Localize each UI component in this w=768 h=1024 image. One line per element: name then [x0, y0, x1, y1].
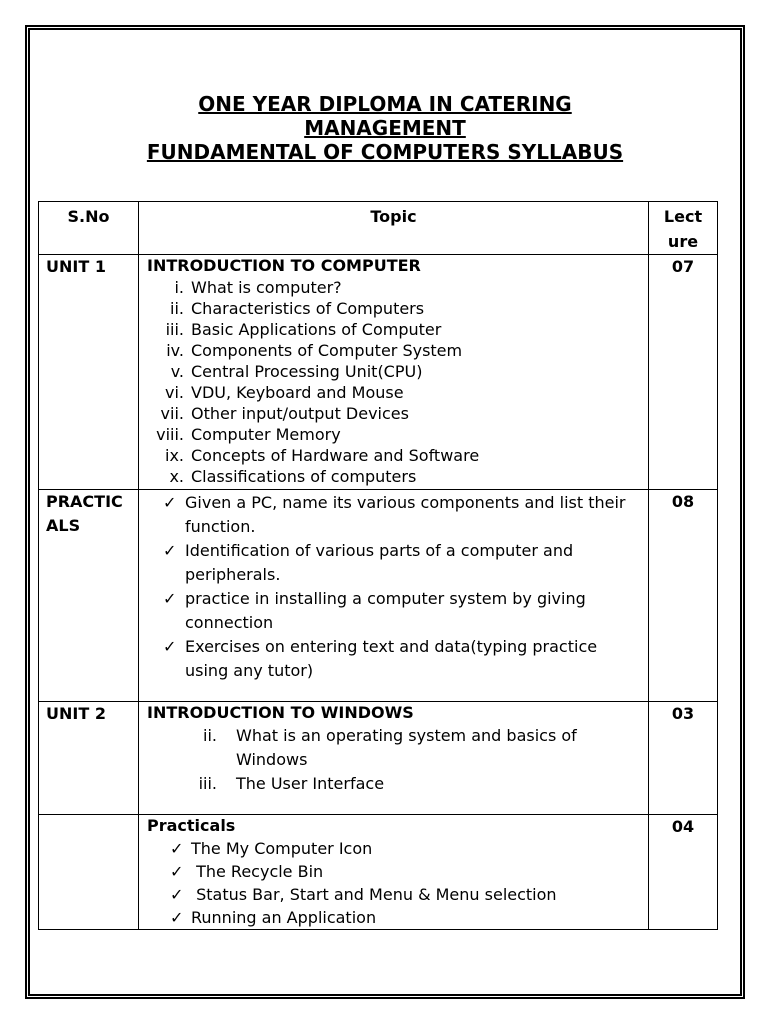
item-text: Computer Memory: [191, 425, 341, 444]
list-item: [139, 340, 648, 361]
row-topic: [139, 815, 649, 930]
practical-list: [139, 837, 648, 929]
item-number: iii.: [165, 320, 184, 339]
unit-heading: INTRODUCTION TO WINDOWS: [147, 703, 414, 722]
check-icon: ✓: [170, 908, 184, 927]
title-line-3: FUNDAMENTAL OF COMPUTERS SYLLABUS: [146, 140, 624, 164]
check-icon: ✓: [170, 839, 184, 858]
list-item: [139, 860, 648, 883]
topic-list: [139, 277, 648, 487]
item-text: Given a PC, name its various components and list their function.: [185, 493, 626, 536]
item-text: practice in installing a computer system by giving connection: [185, 589, 586, 632]
item-number: i.: [174, 278, 184, 297]
check-icon: ✓: [170, 862, 184, 881]
item-text: Concepts of Hardware and Software: [191, 446, 480, 465]
list-item: [139, 319, 648, 340]
unit-heading: INTRODUCTION TO COMPUTER: [147, 256, 421, 275]
check-icon: ✓: [163, 589, 177, 608]
check-icon: ✓: [163, 637, 177, 656]
list-item: [139, 382, 648, 403]
row-sno: UNIT 1: [39, 255, 139, 490]
item-number: x.: [169, 467, 184, 486]
row-lecture: 03: [649, 702, 718, 815]
list-item: [139, 424, 648, 445]
item-text: Components of Computer System: [191, 341, 463, 360]
item-text: Status Bar, Start and Menu & Menu selection: [191, 885, 557, 904]
item-number: vi.: [165, 383, 184, 402]
list-item: [139, 277, 648, 298]
document-title: [30, 92, 740, 164]
list-item: [139, 837, 648, 860]
item-number: iv.: [166, 341, 184, 360]
item-number: ii.: [203, 726, 217, 745]
list-item: [139, 883, 648, 906]
practicals-heading: Practicals: [147, 816, 236, 835]
item-text: Identification of various parts of a computer and peripherals.: [185, 541, 574, 584]
item-text: Other input/output Devices: [191, 404, 409, 423]
row-topic: [139, 702, 649, 815]
item-text: Basic Applications of Computer: [191, 320, 442, 339]
header-lecture: Lect ure: [649, 202, 718, 255]
list-item: [139, 772, 648, 796]
item-text: Central Processing Unit(CPU): [191, 362, 423, 381]
item-text: Characteristics of Computers: [191, 299, 425, 318]
row-topic: [139, 490, 649, 702]
table-row: [39, 702, 718, 815]
list-item: [139, 445, 648, 466]
topic-list: [139, 724, 648, 796]
check-icon: ✓: [163, 493, 177, 512]
table-header-row: [39, 202, 718, 255]
list-item: [139, 906, 648, 929]
table-row: [39, 490, 718, 702]
row-sno: [39, 815, 139, 930]
item-text: The Recycle Bin: [191, 862, 324, 881]
table-row: [39, 255, 718, 490]
list-item: [139, 587, 648, 635]
title-line-2: MANAGEMENT: [304, 116, 466, 140]
item-number: ii.: [170, 299, 184, 318]
row-lecture: 08: [649, 490, 718, 702]
item-text: Running an Application: [191, 908, 377, 927]
row-sno: PRACTIC ALS: [39, 490, 139, 702]
item-text: The User Interface: [236, 774, 385, 793]
check-icon: ✓: [163, 541, 177, 560]
list-item: [139, 491, 648, 539]
row-sno: UNIT 2: [39, 702, 139, 815]
title-line-1: ONE YEAR DIPLOMA IN CATERING: [198, 92, 572, 116]
item-text: The My Computer Icon: [191, 839, 373, 858]
list-item: [139, 361, 648, 382]
header-topic: Topic: [139, 202, 649, 255]
list-item: [139, 466, 648, 487]
syllabus-table: [38, 201, 718, 930]
row-topic: [139, 255, 649, 490]
row-lecture: 07: [649, 255, 718, 490]
item-number: v.: [170, 362, 184, 381]
table-row: [39, 815, 718, 930]
item-text: VDU, Keyboard and Mouse: [191, 383, 404, 402]
list-item: [139, 539, 648, 587]
list-item: [139, 403, 648, 424]
item-text: Classifications of computers: [191, 467, 417, 486]
list-item: [139, 635, 648, 683]
header-sno: S.No: [39, 202, 139, 255]
row-lecture: 04: [649, 815, 718, 930]
check-icon: ✓: [170, 885, 184, 904]
item-number: ix.: [165, 446, 184, 465]
item-text: What is an operating system and basics of Windows: [236, 726, 577, 769]
item-number: viii.: [156, 425, 184, 444]
item-text: Exercises on entering text and data(typing practice using any tutor): [185, 637, 598, 680]
item-text: What is computer?: [191, 278, 342, 297]
list-item: [139, 298, 648, 319]
item-number: vii.: [160, 404, 184, 423]
practical-list: [139, 491, 648, 683]
item-number: iii.: [198, 774, 217, 793]
list-item: [139, 724, 648, 772]
